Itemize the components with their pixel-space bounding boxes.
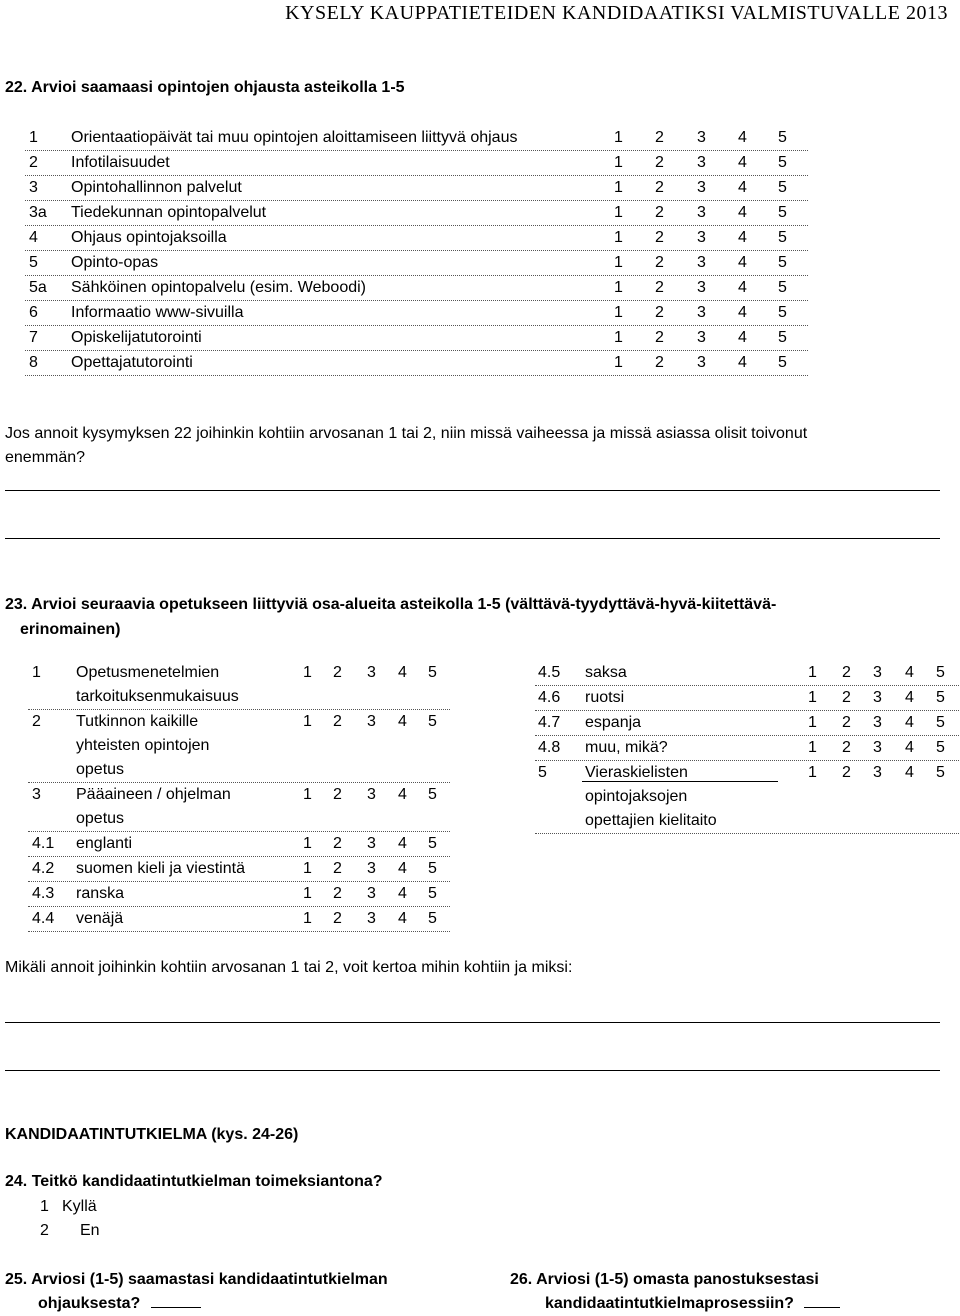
row-number: 1 xyxy=(32,664,41,681)
rating-option-4[interactable]: 4 xyxy=(398,664,407,681)
option-number: 2 xyxy=(40,1222,49,1239)
rating-option-4[interactable]: 4 xyxy=(738,354,747,371)
row-number: 1 xyxy=(29,129,38,146)
rating-option-1[interactable]: 1 xyxy=(303,910,312,927)
question-23-title xyxy=(5,592,776,642)
question-26-line-2: kandidaatintutkielmaprosessiin? xyxy=(545,1295,794,1312)
row-number: 6 xyxy=(29,304,38,321)
row-number: 4.4 xyxy=(32,910,55,927)
question-22-title: 22. Arvioi saamaasi opintojen ohjausta asteikolla 1-5 xyxy=(5,79,405,96)
rating-row xyxy=(25,251,808,276)
rating-option-2[interactable]: 2 xyxy=(842,664,851,681)
rating-option-2[interactable]: 2 xyxy=(842,714,851,731)
rating-option-5[interactable]: 5 xyxy=(428,713,437,730)
rating-option-3[interactable]: 3 xyxy=(367,786,376,803)
row-number: 4.5 xyxy=(538,664,561,681)
rating-option-2[interactable]: 2 xyxy=(655,329,664,346)
row-label: saksa xyxy=(585,664,627,681)
rating-option-1[interactable]: 1 xyxy=(614,204,623,221)
row-label: Opettajatutorointi xyxy=(71,354,193,371)
rating-option-2[interactable]: 2 xyxy=(655,154,664,171)
rating-option-1[interactable]: 1 xyxy=(808,764,817,781)
row-number: 4 xyxy=(29,229,38,246)
rating-option-2[interactable]: 2 xyxy=(333,713,342,730)
row-number: 4.1 xyxy=(32,835,55,852)
row-number: 3 xyxy=(32,786,41,803)
rating-option-3[interactable]: 3 xyxy=(697,129,706,146)
rating-option-3[interactable]: 3 xyxy=(697,154,706,171)
rating-option-4[interactable]: 4 xyxy=(398,860,407,877)
row-number: 4.8 xyxy=(538,739,561,756)
rating-option-1[interactable]: 1 xyxy=(614,279,623,296)
answer-line[interactable] xyxy=(5,1022,940,1023)
rating-option-1[interactable]: 1 xyxy=(303,860,312,877)
rating-row xyxy=(25,351,808,376)
row-label: Opintohallinnon palvelut xyxy=(71,179,242,196)
rating-option-1[interactable]: 1 xyxy=(614,329,623,346)
row-number: 4.7 xyxy=(538,714,561,731)
page-header: KYSELY KAUPPATIETEIDEN KANDIDAATIKSI VALMISTUVALLE 2013 xyxy=(285,2,948,24)
rating-option-4[interactable]: 4 xyxy=(398,885,407,902)
row-number: 7 xyxy=(29,329,38,346)
question-24-title: 24. Teitkö kandidaatintutkielman toimeksiantona? xyxy=(5,1173,383,1190)
rating-option-3[interactable]: 3 xyxy=(697,229,706,246)
rating-option-5[interactable]: 5 xyxy=(936,764,945,781)
question-25-line-1: 25. Arviosi (1-5) saamastasi kandidaatintutkielman xyxy=(5,1271,388,1288)
rating-option-2[interactable]: 2 xyxy=(333,786,342,803)
section-title: KANDIDAATINTUTKIELMA (kys. 24-26) xyxy=(5,1126,299,1143)
row-label: yhteisten opintojen xyxy=(76,737,210,754)
rating-option-3[interactable]: 3 xyxy=(367,885,376,902)
question-25-line-2: ohjauksesta? xyxy=(38,1295,141,1312)
rating-option-3[interactable]: 3 xyxy=(367,664,376,681)
rating-option-4[interactable]: 4 xyxy=(398,835,407,852)
rating-option-1[interactable]: 1 xyxy=(614,354,623,371)
rating-row xyxy=(25,226,808,251)
rating-option-4[interactable]: 4 xyxy=(905,664,914,681)
rating-row xyxy=(535,761,959,834)
rating-option-4[interactable]: 4 xyxy=(738,229,747,246)
rating-option-5[interactable]: 5 xyxy=(936,689,945,706)
rating-option-5[interactable]: 5 xyxy=(778,154,787,171)
row-label: Vieraskielisten xyxy=(585,764,688,781)
row-number: 5 xyxy=(538,764,547,781)
rating-option-2[interactable]: 2 xyxy=(655,254,664,271)
answer-line[interactable] xyxy=(5,490,940,491)
row-label: Pääaineen / ohjelman xyxy=(76,786,231,803)
row-label: opintojaksojen xyxy=(585,788,688,805)
rating-option-3[interactable]: 3 xyxy=(697,179,706,196)
row-label: Orientaatiopäivät tai muu opintojen aloittamiseen liittyvä ohjaus xyxy=(71,129,518,146)
rating-option-2[interactable]: 2 xyxy=(655,179,664,196)
answer-line[interactable] xyxy=(5,538,940,539)
rating-option-3[interactable]: 3 xyxy=(367,835,376,852)
rating-option-3[interactable]: 3 xyxy=(697,279,706,296)
rating-option-2[interactable]: 2 xyxy=(333,664,342,681)
rating-option-1[interactable]: 1 xyxy=(808,664,817,681)
row-label: espanja xyxy=(585,714,642,731)
rating-option-2[interactable]: 2 xyxy=(655,279,664,296)
row-label: Sähköinen opintopalvelu (esim. Weboodi) xyxy=(71,279,366,296)
rating-option-1[interactable]: 1 xyxy=(808,714,817,731)
question-23-title-line-2: erinomainen) xyxy=(20,621,121,638)
rating-row xyxy=(25,201,808,226)
row-label: Tutkinnon kaikille xyxy=(76,713,199,730)
rating-option-2[interactable]: 2 xyxy=(655,129,664,146)
rating-option-4[interactable]: 4 xyxy=(738,329,747,346)
rating-row xyxy=(25,176,808,201)
rating-option-4[interactable]: 4 xyxy=(398,910,407,927)
rating-option-1[interactable]: 1 xyxy=(303,786,312,803)
rating-option-3[interactable]: 3 xyxy=(873,739,882,756)
row-label: opetus xyxy=(76,761,125,778)
rating-option-5[interactable]: 5 xyxy=(428,835,437,852)
rating-row xyxy=(25,126,808,151)
rating-option-1[interactable]: 1 xyxy=(808,689,817,706)
answer-line[interactable] xyxy=(5,1070,940,1071)
rating-option-4[interactable]: 4 xyxy=(398,786,407,803)
answer-blank[interactable] xyxy=(804,1293,840,1308)
rating-row xyxy=(535,736,959,761)
rating-option-4[interactable]: 4 xyxy=(738,179,747,196)
rating-row xyxy=(25,151,808,176)
rating-option-1[interactable]: 1 xyxy=(303,664,312,681)
followup-line-2: enemmän? xyxy=(5,449,86,466)
rating-option-5[interactable]: 5 xyxy=(778,179,787,196)
rating-option-2[interactable]: 2 xyxy=(333,835,342,852)
rating-option-3[interactable]: 3 xyxy=(367,910,376,927)
rating-option-2[interactable]: 2 xyxy=(333,910,342,927)
row-label: Tiedekunnan opintopalvelut xyxy=(71,204,267,221)
question-24-option-2[interactable] xyxy=(40,1219,100,1243)
row-label: tarkoituksenmukaisuus xyxy=(76,688,239,705)
rating-option-2[interactable]: 2 xyxy=(655,204,664,221)
rating-row xyxy=(28,710,450,783)
rating-row xyxy=(28,783,450,832)
question-26-line-1: 26. Arviosi (1-5) omasta panostuksestasi xyxy=(510,1271,819,1288)
rating-option-1[interactable]: 1 xyxy=(303,885,312,902)
option-number: 1 xyxy=(40,1198,49,1215)
rating-option-3[interactable]: 3 xyxy=(367,713,376,730)
rating-option-2[interactable]: 2 xyxy=(333,885,342,902)
rating-row xyxy=(28,661,450,710)
answer-blank[interactable] xyxy=(151,1293,201,1308)
rating-option-5[interactable]: 5 xyxy=(428,885,437,902)
question-22-followup xyxy=(5,422,955,470)
rating-row xyxy=(28,832,450,857)
rating-option-5[interactable]: 5 xyxy=(778,254,787,271)
rating-option-5[interactable]: 5 xyxy=(778,354,787,371)
row-number: 3 xyxy=(29,179,38,196)
rating-option-4[interactable]: 4 xyxy=(905,739,914,756)
rating-option-5[interactable]: 5 xyxy=(428,910,437,927)
rating-option-5[interactable]: 5 xyxy=(428,860,437,877)
row-label: Informaatio www-sivuilla xyxy=(71,304,244,321)
rating-option-1[interactable]: 1 xyxy=(614,254,623,271)
rating-option-1[interactable]: 1 xyxy=(614,129,623,146)
rating-option-3[interactable]: 3 xyxy=(697,329,706,346)
rating-option-5[interactable]: 5 xyxy=(936,714,945,731)
row-label: opettajien kielitaito xyxy=(585,812,717,829)
row-number: 3a xyxy=(29,204,47,221)
rating-option-5[interactable]: 5 xyxy=(428,664,437,681)
rating-option-2[interactable]: 2 xyxy=(842,739,851,756)
rating-option-5[interactable]: 5 xyxy=(778,329,787,346)
question-25-title xyxy=(5,1268,388,1316)
rating-option-4[interactable]: 4 xyxy=(738,154,747,171)
rating-option-4[interactable]: 4 xyxy=(905,714,914,731)
rating-option-3[interactable]: 3 xyxy=(697,304,706,321)
rating-option-4[interactable]: 4 xyxy=(905,689,914,706)
row-number: 2 xyxy=(29,154,38,171)
question-26-title xyxy=(510,1268,840,1316)
rating-option-1[interactable]: 1 xyxy=(614,229,623,246)
rating-option-4[interactable]: 4 xyxy=(738,279,747,296)
rating-row xyxy=(25,326,808,351)
rating-option-2[interactable]: 2 xyxy=(333,860,342,877)
row-label: ruotsi xyxy=(585,689,625,706)
row-label: Opinto-opas xyxy=(71,254,159,271)
row-label: Infotilaisuudet xyxy=(71,154,170,171)
rating-option-3[interactable]: 3 xyxy=(697,204,706,221)
rating-option-4[interactable]: 4 xyxy=(738,254,747,271)
rating-option-2[interactable]: 2 xyxy=(842,689,851,706)
row-number: 5a xyxy=(29,279,47,296)
row-label: ranska xyxy=(76,885,125,902)
rating-option-2[interactable]: 2 xyxy=(655,229,664,246)
rating-option-1[interactable]: 1 xyxy=(808,739,817,756)
rating-option-5[interactable]: 5 xyxy=(428,786,437,803)
rating-row xyxy=(25,301,808,326)
rating-option-3[interactable]: 3 xyxy=(873,764,882,781)
row-label: opetus xyxy=(76,810,125,827)
row-number: 4.3 xyxy=(32,885,55,902)
rating-option-5[interactable]: 5 xyxy=(778,279,787,296)
row-label: suomen kieli ja viestintä xyxy=(76,860,245,877)
rating-option-1[interactable]: 1 xyxy=(614,179,623,196)
rating-option-4[interactable]: 4 xyxy=(398,713,407,730)
rating-option-1[interactable]: 1 xyxy=(614,304,623,321)
rating-option-1[interactable]: 1 xyxy=(303,835,312,852)
rating-option-3[interactable]: 3 xyxy=(873,689,882,706)
row-label: Ohjaus opintojaksoilla xyxy=(71,229,227,246)
question-23-followup: Mikäli annoit joihinkin kohtiin arvosanan 1 tai 2, voit kertoa mihin kohtiin ja miksi: xyxy=(5,959,573,976)
rating-option-5[interactable]: 5 xyxy=(778,129,787,146)
rating-option-3[interactable]: 3 xyxy=(367,860,376,877)
rating-option-4[interactable]: 4 xyxy=(905,764,914,781)
question-24-option-1[interactable] xyxy=(40,1195,97,1219)
rating-option-5[interactable]: 5 xyxy=(936,739,945,756)
row-label: venäjä xyxy=(76,910,124,927)
rating-row xyxy=(535,686,959,711)
row-number: 4.6 xyxy=(538,689,561,706)
rating-option-4[interactable]: 4 xyxy=(738,129,747,146)
rating-option-3[interactable]: 3 xyxy=(873,714,882,731)
rating-option-3[interactable]: 3 xyxy=(697,254,706,271)
row-label: Opiskelijatutorointi xyxy=(71,329,202,346)
rating-row xyxy=(28,857,450,882)
row-label: englanti xyxy=(76,835,133,852)
rating-option-4[interactable]: 4 xyxy=(738,304,747,321)
rating-option-2[interactable]: 2 xyxy=(655,354,664,371)
rating-option-5[interactable]: 5 xyxy=(778,229,787,246)
followup-line-1: Jos annoit kysymyksen 22 joihinkin kohtiin arvosanan 1 tai 2, niin missä vaiheessa ja missä asiassa olisit toivonut xyxy=(5,425,808,442)
option-label: Kyllä xyxy=(62,1198,97,1215)
rating-option-5[interactable]: 5 xyxy=(778,304,787,321)
rating-option-5[interactable]: 5 xyxy=(936,664,945,681)
rating-row xyxy=(535,711,959,736)
rating-row xyxy=(25,276,808,301)
row-number: 4.2 xyxy=(32,860,55,877)
row-number: 5 xyxy=(29,254,38,271)
row-number: 2 xyxy=(32,713,41,730)
rating-option-3[interactable]: 3 xyxy=(873,664,882,681)
rating-option-1[interactable]: 1 xyxy=(303,713,312,730)
rating-option-3[interactable]: 3 xyxy=(697,354,706,371)
question-23-title-line-1: 23. Arvioi seuraavia opetukseen liittyviä osa-alueita asteikolla 1-5 (välttävä-tyydyttävä-hyvä-kiitettävä- xyxy=(5,596,777,613)
rating-option-4[interactable]: 4 xyxy=(738,204,747,221)
option-label: En xyxy=(80,1222,100,1239)
row-label: Opetusmenetelmien xyxy=(76,664,220,681)
rating-option-2[interactable]: 2 xyxy=(655,304,664,321)
rating-option-5[interactable]: 5 xyxy=(778,204,787,221)
row-label: muu, mikä? xyxy=(585,739,668,756)
rating-option-2[interactable]: 2 xyxy=(842,764,851,781)
rating-option-1[interactable]: 1 xyxy=(614,154,623,171)
rating-row xyxy=(28,907,450,932)
rating-row xyxy=(535,661,959,686)
row-number: 8 xyxy=(29,354,38,371)
rating-row xyxy=(28,882,450,907)
other-language-blank[interactable] xyxy=(582,781,778,782)
